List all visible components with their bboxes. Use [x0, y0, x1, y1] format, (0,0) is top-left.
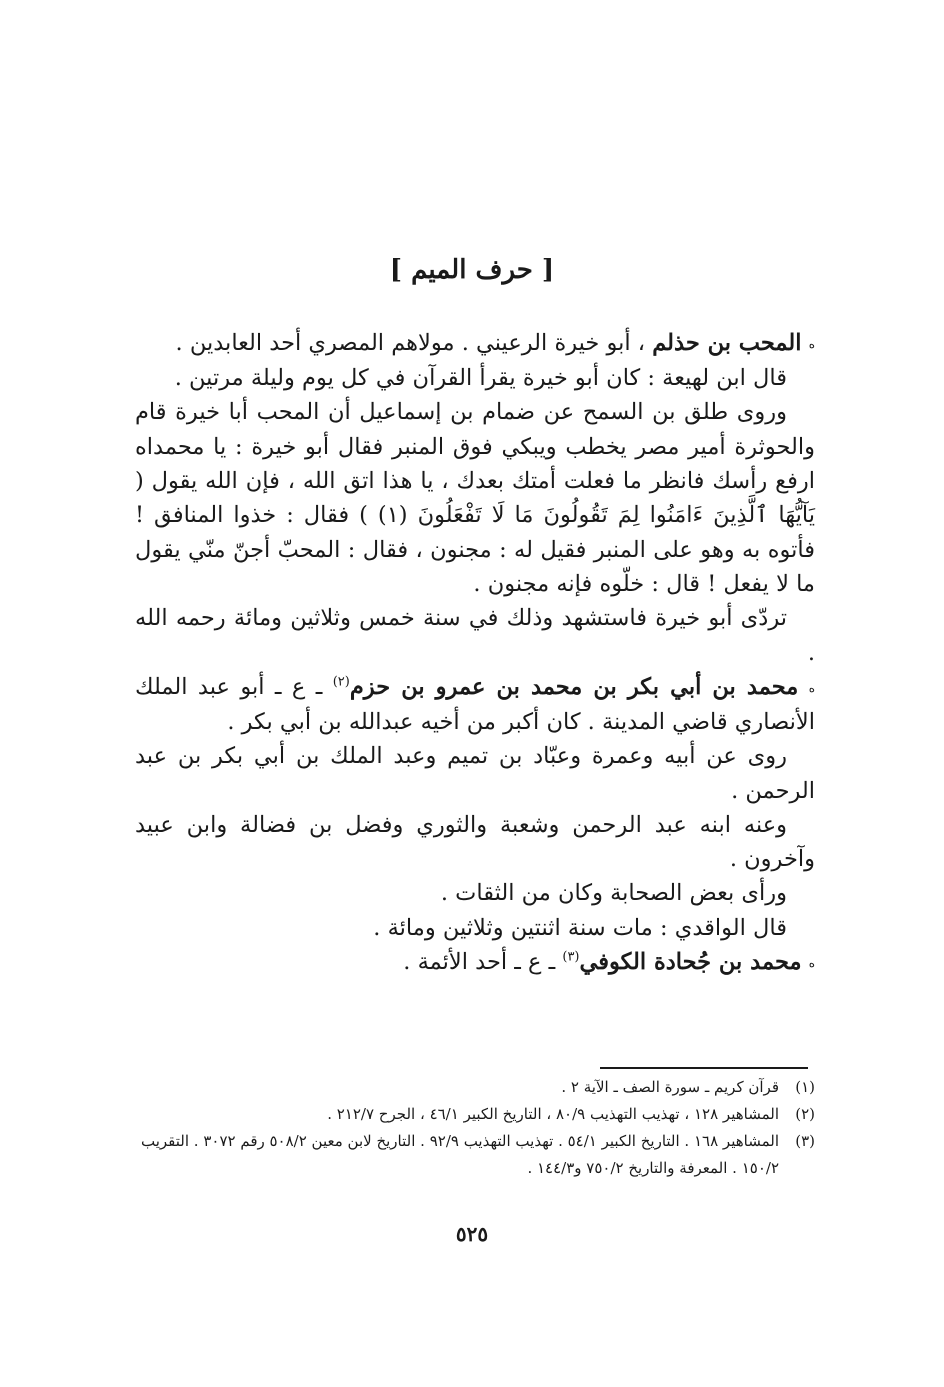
footnote-divider: [600, 1067, 808, 1069]
entry-header: [135, 326, 815, 361]
paragraph: وعنه ابنه عبد الرحمن وشعبة والثوري وفضل بن فضالة وابن عبيد وآخرون .: [135, 811, 815, 873]
page-number: ٥٢٥: [455, 1222, 489, 1246]
entry-name: المحب بن حذلم: [652, 330, 802, 356]
entry-header: [135, 945, 815, 980]
paragraph: تردّى أبو خيرة فاستشهد وذلك في سنة خمس وثلاثين ومائة رحمه الله .: [135, 605, 815, 666]
main-text: [135, 326, 815, 980]
footnote: [135, 1074, 815, 1101]
entry-name: محمد بن أبي بكر بن محمد بن عمرو بن حزم: [349, 673, 799, 700]
entry-header: [135, 670, 815, 739]
entry-name: محمد بن جُحادة الكوفي: [579, 949, 802, 976]
footnote: [135, 1101, 815, 1128]
entry-bullet: ه: [808, 680, 815, 695]
footnote: [135, 1128, 815, 1182]
footnote-ref: (٣): [562, 949, 580, 965]
footnote-number: (٢): [795, 1105, 815, 1123]
paragraph: قال الواقدي : مات سنة اثنتين وثلاثين ومائة .: [373, 914, 787, 941]
entry-description: ـ ع ـ أحد الأئمة .: [403, 949, 563, 976]
paragraph: روى عن أبيه وعمرة وعبّاد بن تميم وعبد الملك بن أبي بكر بن عبد الرحمن .: [135, 743, 815, 804]
paragraph: وروى طلق بن السمح عن ضمام بن إسماعيل أن المحب أبا خيرة قام والحوثرة أمير مصر يخطب ويبكي فوق المنبر فقال أبو خيرة : يا محمداه ارفع رأسك فانظر ما فعلت أمتك بعدك ، يا هذا اتق الله ، فإن الله يقول ( يَآيُّهَا ٱلَّذِينَ ءَامَنُوا لِمَ تَقُولُونَ مَا لَا تَفْعَلُونَ (١) ) فقال : خذوا المنافق ! فأتوه به وهو على المنبر فقيل له : مجنون ، فقال : المحبّ أجنّ منّي يقول ما لا يفعل ! قال : خلّوه فإنه مجنون .: [135, 399, 815, 597]
footnotes: [135, 1074, 815, 1182]
entry-bullet: ه: [808, 955, 815, 970]
entry-description: ، أبو خيرة الرعيني . مولاهم المصري أحد العابدين .: [175, 330, 653, 356]
footnote-text: المشاهير ١٢٨ ، تهذيب التهذيب ٨٠/٩ ، التاريخ الكبير ٤٦/١ ، الجرح ٢١٢/٧ .: [327, 1105, 779, 1123]
footnote-text: قرآن كريم ـ سورة الصف ـ الآية ٢ .: [561, 1078, 779, 1096]
paragraph: قال ابن لهيعة : كان أبو خيرة يقرأ القرآن في كل يوم وليلة مرتين .: [174, 365, 787, 392]
footnote-number: (١): [795, 1078, 815, 1096]
entry-bullet: ه: [808, 336, 815, 351]
section-heading: [ حرف الميم ]: [389, 255, 555, 285]
footnote-number: (٣): [795, 1132, 815, 1150]
footnote-text: المشاهير ١٦٨ . التاريخ الكبير ٥٤/١ . تهذيب التهذيب ٩٢/٩ . التاريخ لابن معين ٥٠٨/٢ رقم ٣٠٧٢ . التقريب ١٥٠/٢ . المعرفة والتاريخ ٧٥٠/٢ و١٤٤/٣ .: [140, 1132, 779, 1177]
paragraph: ورأى بعض الصحابة وكان من الثقات .: [440, 880, 787, 907]
footnote-ref: (٢): [332, 674, 350, 690]
entry-description: ـ ع ـ أبو عبد الملك الأنصاري قاضي المدينة . كان أكبر من أخيه عبدالله بن أبي بكر .: [135, 673, 815, 735]
